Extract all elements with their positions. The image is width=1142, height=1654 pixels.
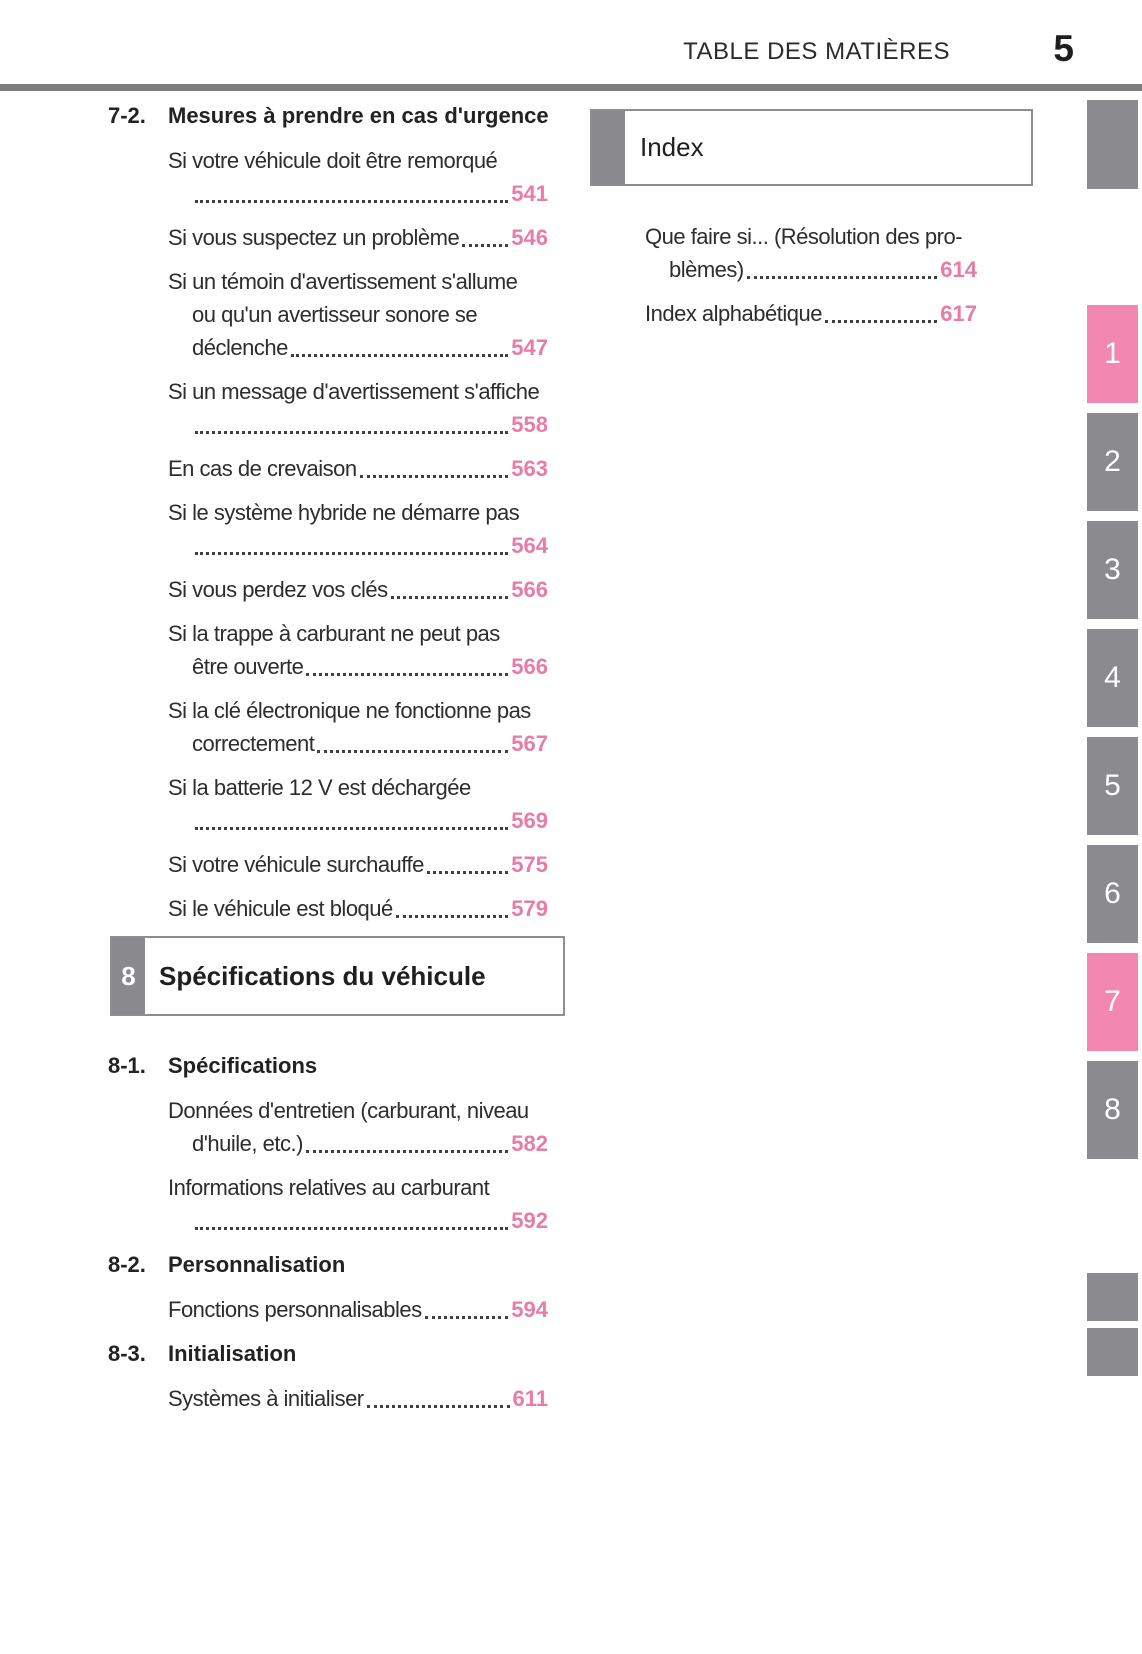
entry-text: Si votre véhicule surchauffe: [168, 852, 424, 877]
entry-text: d'huile, etc.): [192, 1131, 303, 1156]
dot-leader: [367, 1405, 510, 1408]
dot-leader: [195, 552, 508, 555]
section-8-2-heading: [108, 1248, 554, 1281]
page-ref: 566: [511, 654, 548, 679]
toc-entry-line: [168, 617, 548, 650]
chapter-tab-1: 1: [1087, 305, 1138, 403]
page-ref: 564: [511, 533, 548, 558]
page-number: 5: [1053, 28, 1074, 69]
entry-text: correctement: [192, 731, 315, 756]
toc-entry-line: [168, 771, 548, 804]
toc-entry-line: [168, 177, 548, 210]
entry-text: Données d'entretien (carburant, niveau: [168, 1098, 529, 1123]
index-banner: [590, 109, 1033, 186]
toc-entry-line: [168, 452, 548, 485]
entry-text: Si la batterie 12 V est déchargée: [168, 775, 471, 800]
chapter-tab-5: 5: [1087, 737, 1138, 835]
dot-leader: [396, 915, 509, 918]
toc-entry-line: [168, 1127, 548, 1160]
page-ref: 558: [511, 412, 548, 437]
page-ref: 594: [511, 1297, 548, 1322]
toc-entry: [168, 221, 548, 254]
chapter-tab-blank-top: [1087, 100, 1138, 189]
toc-entry-line: [168, 1204, 548, 1237]
entry-text: En cas de crevaison: [168, 456, 357, 481]
left-column: [108, 99, 554, 1426]
toc-entry-line: [168, 331, 548, 364]
entry-text: Si vous perdez vos clés: [168, 577, 388, 602]
chapter-tab-blank-bottom-2: [1087, 1328, 1138, 1376]
toc-entry: [168, 496, 548, 562]
toc-entry: [168, 144, 548, 210]
page-ref: 611: [512, 1386, 548, 1411]
page-ref: 614: [940, 257, 977, 282]
dot-leader: [360, 475, 509, 478]
section-title: Mesures à prendre en cas d'urgence: [168, 103, 549, 128]
toc-entry-line: [168, 727, 548, 760]
toc-entry: [645, 297, 977, 330]
page-ref: 592: [511, 1208, 548, 1233]
entry-text: Si la trappe à carburant ne peut pas: [168, 621, 500, 646]
toc-entry: [168, 848, 548, 881]
chapter-8-banner: [110, 936, 565, 1016]
entry-text: Fonctions personnalisables: [168, 1297, 422, 1322]
section-label: 8-1.: [108, 1053, 146, 1078]
toc-entry-line: [645, 220, 977, 253]
dot-leader: [317, 750, 508, 753]
toc-entry-line: [168, 892, 548, 925]
toc-entry: [168, 771, 548, 837]
right-column: [590, 109, 1033, 341]
dot-leader: [427, 871, 508, 874]
dot-leader: [306, 1150, 508, 1153]
entry-text: Si le système hybride ne démarre pas: [168, 500, 520, 525]
toc-entry: [168, 573, 548, 606]
toc-entry: [168, 617, 548, 683]
dot-leader: [825, 320, 937, 323]
chapter-tab-6: 6: [1087, 845, 1138, 943]
chapter-tab-7: 7: [1087, 953, 1138, 1051]
page-ref: 547: [511, 335, 548, 360]
chapter-number-badge: 8: [112, 938, 145, 1014]
entry-text: être ouverte: [192, 654, 304, 679]
entry-text: Informations relatives au carburant: [168, 1175, 490, 1200]
chapter-tab-2: 2: [1087, 413, 1138, 511]
page-ref: 566: [511, 577, 548, 602]
toc-entry: [168, 694, 548, 760]
section-label: 8-3.: [108, 1341, 146, 1366]
section-label: 7-2.: [108, 103, 146, 128]
toc-entry-line: [168, 848, 548, 881]
toc-entry-line: [645, 297, 977, 330]
dot-leader: [462, 244, 508, 247]
toc-entry-line: [168, 1094, 548, 1127]
chapter-tab-blank-bottom-1: [1087, 1273, 1138, 1321]
toc-entry-line: [168, 650, 548, 683]
entry-text: Si le véhicule est bloqué: [168, 896, 393, 921]
dot-leader: [195, 1227, 508, 1230]
page-ref: 582: [511, 1131, 548, 1156]
page-ref: 617: [940, 301, 977, 326]
chapter-title: Spécifications du véhicule: [159, 960, 486, 991]
toc-entry-line: [168, 573, 548, 606]
entry-text: Index alphabétique: [645, 301, 822, 326]
index-title: Index: [640, 132, 704, 162]
toc-entry: [168, 1293, 548, 1326]
toc-entry-line: [168, 144, 548, 177]
toc-entry: [645, 220, 977, 286]
section-title: Personnalisation: [168, 1252, 346, 1277]
toc-entry: [168, 1094, 548, 1160]
entry-text: ou qu'un avertisseur sonore se: [192, 302, 478, 327]
section-title: Spécifications: [168, 1053, 318, 1078]
dot-leader: [195, 431, 508, 434]
dot-leader: [306, 673, 508, 676]
toc-entry: [168, 892, 548, 925]
toc-entry-line: [168, 221, 548, 254]
entry-text: Systèmes à initialiser: [168, 1386, 364, 1411]
dot-leader: [391, 596, 509, 599]
chapter-tab-4: 4: [1087, 629, 1138, 727]
entry-text: Si un message d'avertissement s'affiche: [168, 379, 540, 404]
page-ref: 567: [511, 731, 548, 756]
toc-entry: [168, 375, 548, 441]
entry-text: déclenche: [192, 335, 288, 360]
toc-entry-line: [168, 529, 548, 562]
toc-entry-line: [168, 1382, 548, 1415]
toc-entry: [168, 1382, 548, 1415]
dot-leader: [195, 200, 508, 203]
section-title: Initialisation: [168, 1341, 297, 1366]
page-ref: 541: [511, 181, 548, 206]
toc-entry-line: [168, 408, 548, 441]
entry-text: Si la clé électronique ne fonctionne pas: [168, 698, 531, 723]
toc-entry: [168, 265, 548, 364]
entry-text: blèmes): [669, 257, 744, 282]
toc-entry-line: [645, 253, 977, 286]
page-header-title: TABLE DES MATIÈRES: [683, 38, 950, 65]
toc-entry-line: [168, 694, 548, 727]
chapter-tab-8: 8: [1087, 1061, 1138, 1159]
section-8-1-heading: [108, 1049, 554, 1082]
entry-text: Que faire si... (Résolution des pro-: [645, 224, 963, 249]
dot-leader: [291, 354, 508, 357]
index-entries: [645, 220, 977, 330]
toc-entry: [168, 1171, 548, 1237]
toc-entry: [168, 452, 548, 485]
index-banner-bar: [592, 111, 625, 184]
page-ref: 569: [511, 808, 548, 833]
toc-entry-line: [168, 804, 548, 837]
toc-entry-line: [168, 496, 548, 529]
entry-text: Si vous suspectez un problème: [168, 225, 460, 250]
section-label: 8-2.: [108, 1252, 146, 1277]
page-ref: 579: [511, 896, 548, 921]
dot-leader: [747, 276, 938, 279]
page-ref: 546: [511, 225, 548, 250]
toc-entry-line: [168, 298, 548, 331]
entry-text: Si votre véhicule doit être remorqué: [168, 148, 498, 173]
toc-entry-line: [168, 375, 548, 408]
entry-text: Si un témoin d'avertissement s'allume: [168, 269, 518, 294]
page-ref: 575: [511, 852, 548, 877]
dot-leader: [425, 1316, 509, 1319]
toc-entry-line: [168, 1171, 548, 1204]
dot-leader: [195, 827, 508, 830]
section-8-3-heading: [108, 1337, 554, 1370]
page-ref: 563: [511, 456, 548, 481]
header-rule: [0, 84, 1142, 91]
toc-entry-line: [168, 1293, 548, 1326]
section-7-2-heading: [108, 99, 554, 132]
chapter-tab-3: 3: [1087, 521, 1138, 619]
toc-entry-line: [168, 265, 548, 298]
